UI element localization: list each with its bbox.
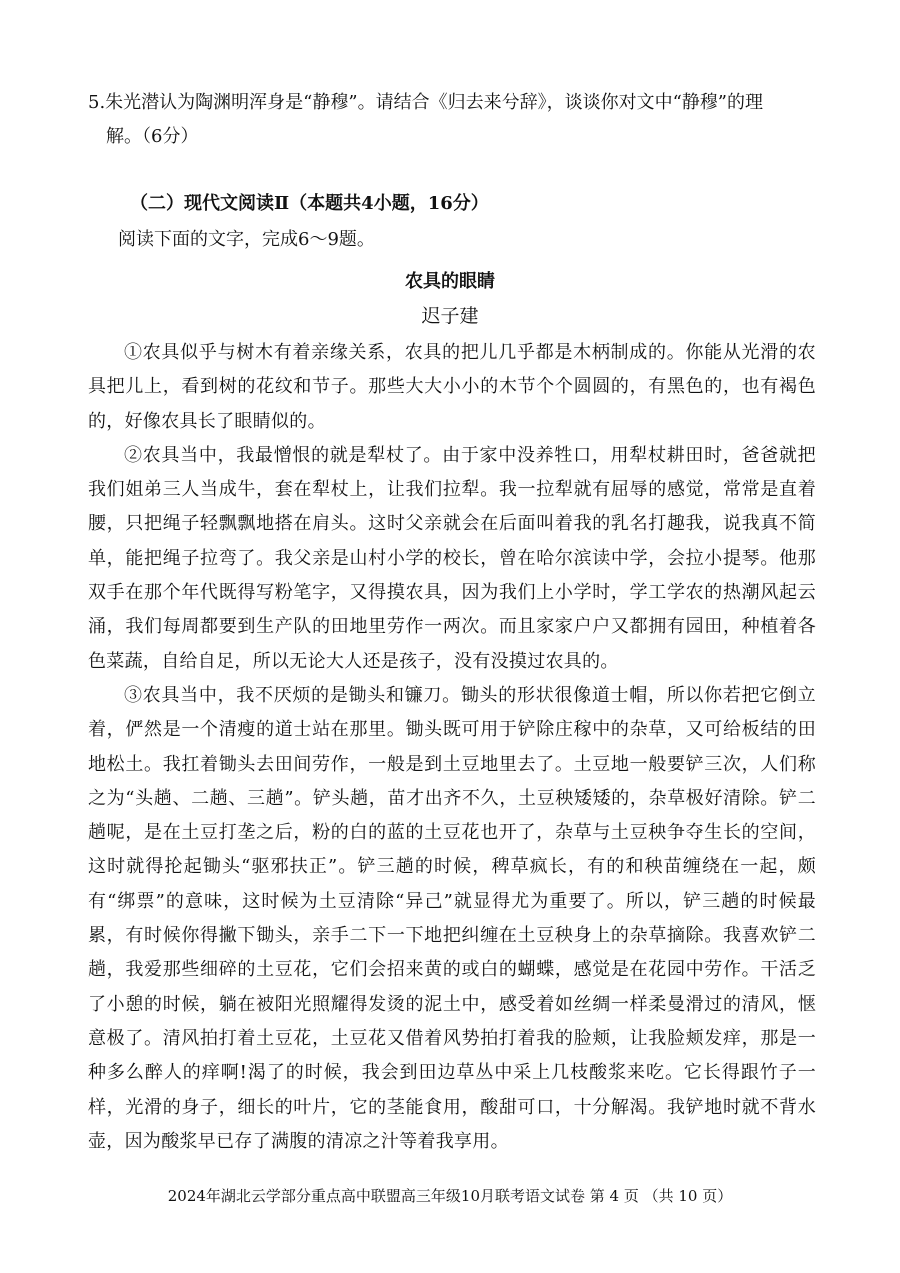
page-footer: 2024年湖北云学部分重点高中联盟高三年级10月联考语文试卷 第 4 页 （共 10 页） — [167, 1187, 733, 1205]
section-heading: （二）现代文阅读Ⅱ（本题共4小题，16分） — [130, 193, 489, 214]
paragraph-1: ①农具似乎与树木有着亲缘关系，农具的把儿几乎都是木柄制成的。你能从光滑的农具把儿上，看到树的花纹和节子。那些大大小小的木节个个圆圆的，有黑色的，也有褐色的，好像农具长了眼睛似的。 — [88, 342, 816, 432]
paragraph-3: ③农具当中，我不厌烦的是锄头和镰刀。锄头的形状很像道士帽，所以你若把它倒立着，俨然是一个清瘦的道士站在那里。锄头既可用于铲除庄稼中的杂草，又可给板结的田地松土。我扛着锄头去田间劳作，一般是到土豆地里去了。土豆地一般要铲三次，人们称之为“头趟、二趟、三趟”。铲头趟，苗才出齐不久，土豆秧矮矮的，杂草极好清除。铲二趟呢，是在土豆打垄之后，粉的白的蓝的土豆花也开了，杂草与土豆秧争夺生长的空间，这时就得抡起锄头“驱邪扶正”。铲三趟的时候，稗草疯长，有的和秧苗缠绕在一起，颇有“绑票”的意味，这时候为土豆清除“异己”就显得尤为重要了。所以，铲三趟的时候最累，有时候你得撇下锄头，亲手二下一下地把纠缠在土豆秧身上的杂草摘除。我喜欢铲二趟，我爱那些细碎的土豆花，它们会招来黄的或白的蝴蝶，感觉是在花园中劳作。干活乏了小憩的时候，躺在被阳光照耀得发烫的泥土中，感受着如丝绸一样柔曼滑过的清风，惬意极了。清风拍打着土豆花，土豆花又借着风势拍打着我的脸颊，让我脸颊发痒，那是一种多么醉人的痒啊!渴了的时候，我会到田边草丛中采上几枝酸浆来吃。它长得跟竹子一样，光滑的身子，细长的叶片，它的茎能食用，酸甜可口，十分解渴。我铲地时就不背水壶，因为酸浆早已存了满腹的清凉之汁等着我享用。 — [88, 684, 816, 1152]
question-5-line-1: 5.朱光潜认为陶渊明浑身是“静穆”。请结合《归去来兮辞》，谈谈你对文中“静穆”的理 — [88, 92, 763, 113]
article-author: 迟子建 — [421, 305, 479, 327]
article-body — [88, 336, 816, 1159]
question-5-line-2: 解。（6分） — [106, 126, 199, 147]
question-5 — [88, 86, 816, 154]
article-title: 农具的眼睛 — [405, 271, 495, 292]
reading-instruction: 阅读下面的文字，完成6～9题。 — [118, 229, 375, 250]
paragraph-2: ②农具当中，我最憎恨的就是犁杖了。由于家中没养牲口，用犁杖耕田时，爸爸就把我们姐弟三人当成牛，套在犁杖上，让我们拉犁。我一拉犁就有屈辱的感觉，常常是直着腰，只把绳子轻飘飘地搭在肩头。这时父亲就会在后面叫着我的乳名打趣我，说我真不简单，能把绳子拉弯了。我父亲是山村小学的校长，曾在哈尔滨读中学，会拉小提琴。他那双手在那个年代既得写粉笔字，又得摸农具，因为我们上小学时，学工学农的热潮风起云涌，我们每周都要到生产队的田地里劳作一两次。而且家家户户又都拥有园田，种植着各色菜蔬，自给自足，所以无论大人还是孩子，没有没摸过农具的。 — [88, 444, 816, 672]
